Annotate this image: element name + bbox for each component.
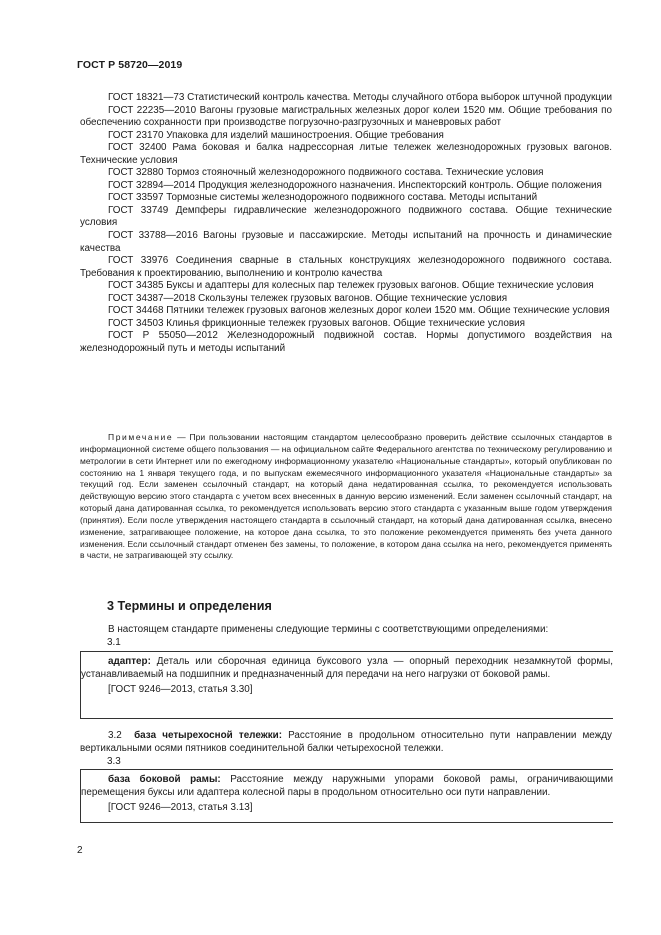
note-paragraph [80,432,612,562]
section-title: 3 Термины и определения [107,599,272,613]
document-header: ГОСТ Р 58720—2019 [77,59,183,71]
term-name: база четырехосной тележки: [134,730,282,741]
reference-item: ГОСТ 23170 Упаковка для изделий машиностроения. Общие требования [108,129,444,141]
reference-item: ГОСТ 34468 Пятники тележек грузовых вагонов железных дорог колеи 1520 мм. Общие технические условия [108,305,610,317]
reference-item: ГОСТ 33976 Соединения сварные в стальных конструкциях железнодорожного подвижного состава. Требования к проектированию, выполнению и контролю качества [80,255,612,279]
reference-item: ГОСТ 34387—2018 Скользуны тележек грузовых вагонов. Общие технические условия [108,292,508,304]
term-definition [81,652,613,681]
reference-item: ГОСТ 34385 Буксы и адаптеры для колесных пар тележек грузовых вагонов. Общие технические условия [108,280,594,292]
term-box [80,769,613,823]
term-inline [80,730,612,755]
term-source [81,799,613,817]
reference-item: ГОСТ 34503 Клинья фрикционные тележек грузовых вагонов. Общие технические условия [108,317,525,329]
note-text: — При пользовании настоящим стандартом целесообразно проверить действие ссылочных стандартов в информационной системе общего пользования — на официальном сайте Федерального агентства по техническому регулированию и метрологии в сети Интернет или по ежегодному информационному указателю «Национальные стандарты», который опубликован по состоянию на 1 января текущего года, и по выпускам ежемесячного информационного указателя «Национальные стандарты» за текущий год. Если заменен ссылочный стандарт, на который дана недатированная ссылка, то рекомендуется использовать действующую версию этого стандарта с учетом всех внесенных в данную версию изменений. Если заменен ссылочный стандарт, на который дана датированная ссылка, то рекомендуется использовать версию этого стандарта с указанным выше годом утверждения (принятия). Если после утверждения настоящего стандарта в ссылочный стандарт, на который дана датированная ссылка, внесено изменение, затрагивающее положение, на которое дана ссылка, то это положение рекомендуется применять без учета данного изменения. Если ссылочный стандарт отменен без замены, то положение, в котором дана ссылка на него, рекомендуется применять в части, не затрагивающей эту ссылку. [80,432,612,561]
reference-item: ГОСТ 33788—2016 Вагоны грузовые и пассажирские. Методы испытаний на прочность и динамические качества [80,230,612,254]
reference-item: ГОСТ 18321—73 Статистический контроль качества. Методы случайного отбора выборок штучной продукции [108,92,612,103]
term-source [81,681,613,699]
intro-text: В настоящем стандарте применены следующие термины с соответствующими определениями: [108,624,549,635]
term-box [80,651,613,719]
term-number: 3.3 [107,756,121,767]
reference-item: ГОСТ 32400 Рама боковая и балка надрессорная литые тележек железнодорожных грузовых вагонов. Технические условия [80,142,612,166]
page-number: 2 [77,845,83,856]
note-label: Примечание [108,432,174,442]
term-number: 3.1 [107,637,121,648]
reference-item: ГОСТ 32880 Тормоз стояночный железнодорожного подвижного состава. Технические условия [108,167,544,179]
term-definition-text: Деталь или сборочная единица буксового узла — опорный переходник незамкнутой формы, устанавливаемый на подшипник и предназначенный для передачи на него нагрузки от боковой рамы. [81,656,613,680]
normative-references-list [80,92,612,355]
section-intro [80,624,612,637]
term-definition-text: Расстояние в продольном относительно пути направлении между вертикальными осями пятников соединительной балки четырехосной тележки. [80,730,612,754]
term-name: база боковой рамы: [108,774,221,785]
reference-item: ГОСТ 33749 Демпферы гидравлические железнодорожного подвижного состава. Общие технические условия [80,204,612,229]
reference-item: ГОСТ 33597 Тормозные системы железнодорожного подвижного состава. Методы испытаний [108,192,538,204]
term-number: 3.2 [108,730,122,741]
reference-item: ГОСТ 22235—2010 Вагоны грузовые магистральных железных дорог колеи 1520 мм. Общие требования по обеспечению сохранности при производстве погрузочно-разгрузочных и маневровых работ [80,104,612,129]
term-definition [81,770,613,799]
term-source-text: [ГОСТ 9246—2013, статья 3.30] [108,684,253,696]
term-name: адаптер: [108,656,151,667]
term-source-text: [ГОСТ 9246—2013, статья 3.13] [108,802,253,814]
reference-item: ГОСТ Р 55050—2012 Железнодорожный подвижной состав. Нормы допустимого воздействия на железнодорожный путь и методы испытаний [80,330,612,354]
term-definition-text: Расстояние между наружными упорами боковой рамы, ограничивающими перемещения буксы или адаптера колесной пары в продольном относительно оси пути направлении. [81,774,613,798]
reference-item: ГОСТ 32894—2014 Продукция железнодорожного назначения. Инспекторский контроль. Общие положения [108,179,602,191]
